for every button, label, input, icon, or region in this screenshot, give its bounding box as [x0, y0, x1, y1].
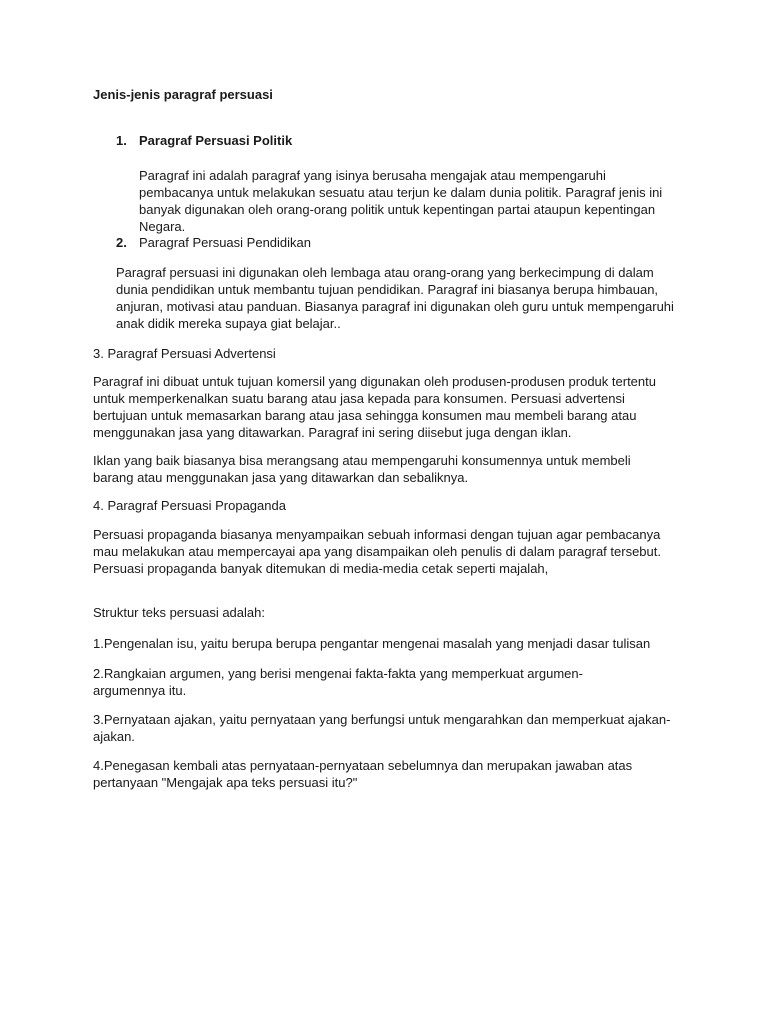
structure-item-1: 1.Pengenalan isu, yaitu berupa berupa pengantar mengenai masalah yang menjadi dasar tulisan — [93, 636, 651, 651]
section-1-paragraph: Paragraf ini adalah paragraf yang isinya berusaha mengajak atau mempengaruhi pembacanya untuk melakukan sesuatu atau terjun ke dalam dunia politik. Paragraf jenis ini banyak digunakan oleh orang-orang politik untuk kepentingan partai ataupun kepentingan Negara. — [139, 168, 663, 234]
document-title: Jenis-jenis paragraf persuasi — [93, 87, 273, 102]
section-number: 1. — [116, 133, 127, 148]
structure-item-3: 3.Pernyataan ajakan, yaitu pernyataan yang berfungsi untuk mengarahkan dan memperkuat ajakan-ajakan. — [93, 712, 671, 744]
structure-item-4: 4.Penegasan kembali atas pernyataan-pernyataan sebelumnya dan merupakan jawaban atas pertanyaan "Mengajak apa teks persuasi itu?" — [93, 758, 633, 790]
section-number: 2. — [116, 235, 127, 250]
section-3-paragraph-2: Iklan yang baik biasanya bisa merangsang atau mempengaruhi konsumennya untuk membeli barang atau menggunakan jasa yang ditawarkan dan sebaliknya. — [93, 453, 631, 485]
section-heading-1 — [116, 132, 292, 149]
section-heading-text: Paragraf Persuasi Politik — [139, 133, 293, 148]
structure-item-2: 2.Rangkaian argumen, yang berisi mengenai fakta-fakta yang memperkuat argumen-argumennya itu. — [93, 666, 583, 698]
section-heading-2 — [116, 234, 311, 251]
section-heading-text: Paragraf Persuasi Pendidikan — [139, 235, 311, 250]
section-3-paragraph-1: Paragraf ini dibuat untuk tujuan komersil yang digunakan oleh produsen-produsen produk tertentu untuk memperkenalkan suatu barang atau jasa kepada para konsumen. Persuasi advertensi bertujuan untuk memasarkan barang atau jasa sehingga konsumen mau membeli barang atau menggunakan jasa yang ditawarkan. Paragraf ini sering diisebut juga dengan iklan. — [93, 374, 656, 440]
section-2-paragraph: Paragraf persuasi ini digunakan oleh lembaga atau orang-orang yang berkecimpung di dalam dunia pendidikan untuk membantu tujuan pendidikan. Paragraf ini biasanya berupa himbauan, anjuran, motivasi atau panduan. Biasanya paragraf ini digunakan oleh guru untuk mempengaruhi anak didik mereka supaya giat belajar.. — [116, 265, 674, 331]
section-heading-3: 3. Paragraf Persuasi Advertensi — [93, 346, 276, 361]
section-4-paragraph: Persuasi propaganda biasanya menyampaikan sebuah informasi dengan tujuan agar pembacanya mau melakukan atau mempercayai apa yang disampaikan oleh penulis di dalam paragraf tersebut. Persuasi propaganda banyak ditemukan di media-media cetak seperti majalah, — [93, 527, 661, 576]
structure-intro: Struktur teks persuasi adalah: — [93, 605, 265, 620]
section-heading-4: 4. Paragraf Persuasi Propaganda — [93, 498, 286, 513]
